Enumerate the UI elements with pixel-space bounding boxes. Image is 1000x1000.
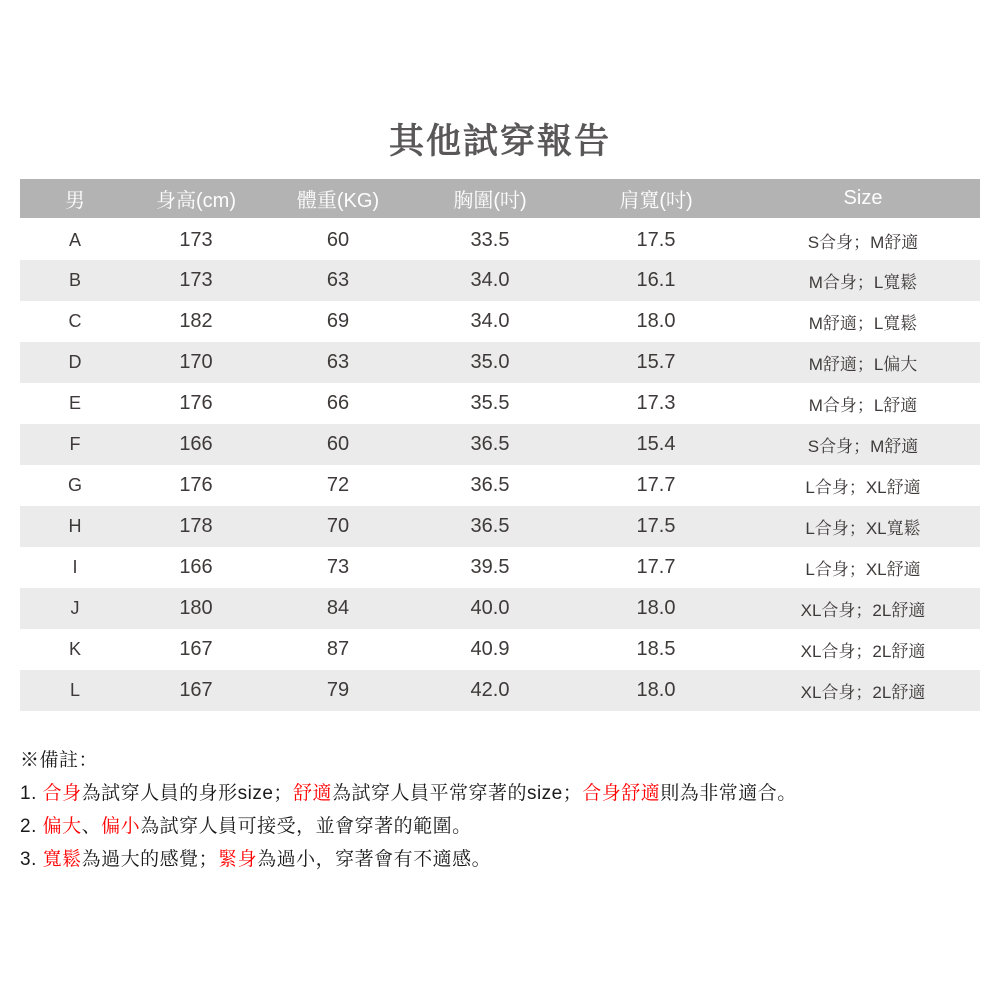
cell-weight: 63 xyxy=(326,351,350,373)
note-highlight: 合身舒適 xyxy=(582,783,661,804)
col-header-shoulder: 肩寬(吋) xyxy=(566,179,746,219)
table-row-c xyxy=(20,301,980,342)
cell-weight: 69 xyxy=(326,310,350,332)
col-header-size: Size xyxy=(746,179,980,219)
col-header-weight: 體重(KG) xyxy=(262,179,414,219)
table-row-f xyxy=(20,424,980,465)
note-text: 為過大的感覺； xyxy=(81,849,219,870)
cell-shoulder: 18.0 xyxy=(636,597,676,619)
table-row-g xyxy=(20,465,980,506)
cell-size: L合身；XL舒適 xyxy=(805,560,921,579)
note-highlight: 合身 xyxy=(42,783,82,804)
note-line-3 xyxy=(20,843,980,876)
cell-chest: 36.5 xyxy=(470,474,510,496)
cell-size: XL合身；2L舒適 xyxy=(800,642,926,661)
page-title: 其他試穿報告 xyxy=(388,122,611,161)
table-row-a xyxy=(20,219,980,260)
cell-chest: 33.5 xyxy=(470,228,510,251)
cell-size: S合身；M舒適 xyxy=(807,232,919,252)
cell-person: C xyxy=(68,311,82,331)
note-text: 3. xyxy=(20,849,43,870)
note-highlight: 偏小 xyxy=(101,816,141,837)
cell-height: 182 xyxy=(179,310,213,332)
cell-person: F xyxy=(69,434,81,454)
cell-height: 166 xyxy=(179,433,213,455)
table-row-i xyxy=(20,547,980,588)
cell-chest: 40.9 xyxy=(470,638,510,660)
cell-height: 170 xyxy=(179,351,213,373)
cell-height: 173 xyxy=(179,269,213,291)
cell-weight: 63 xyxy=(326,269,350,291)
cell-size: L合身；XL舒適 xyxy=(805,478,921,497)
cell-person: A xyxy=(68,229,81,250)
cell-weight: 87 xyxy=(326,638,350,660)
cell-shoulder: 18.5 xyxy=(636,638,676,660)
cell-person: G xyxy=(67,475,82,495)
table-row-k xyxy=(20,629,980,670)
cell-size: L合身；XL寬鬆 xyxy=(805,519,921,538)
notes-section xyxy=(20,744,980,876)
table-row-j xyxy=(20,588,980,629)
cell-chest: 40.0 xyxy=(470,597,510,619)
cell-shoulder: 16.1 xyxy=(636,269,676,291)
cell-person: K xyxy=(68,639,81,659)
cell-shoulder: 17.3 xyxy=(636,392,676,414)
note-highlight: 舒適 xyxy=(292,783,332,804)
cell-height: 167 xyxy=(179,679,213,701)
cell-height: 173 xyxy=(179,228,213,251)
cell-height: 180 xyxy=(179,597,213,619)
cell-person: B xyxy=(68,270,81,290)
cell-size: M舒適；L寬鬆 xyxy=(808,314,918,333)
cell-shoulder: 17.7 xyxy=(636,474,676,496)
cell-shoulder: 17.5 xyxy=(636,515,676,537)
cell-shoulder: 17.5 xyxy=(636,228,676,251)
cell-height: 178 xyxy=(179,515,213,537)
col-header-chest: 胸圍(吋) xyxy=(414,179,566,219)
cell-weight: 73 xyxy=(326,556,350,578)
cell-size: S合身；M舒適 xyxy=(807,437,919,456)
note-text: 2. xyxy=(20,816,43,837)
notes-heading: ※備註： xyxy=(20,750,99,771)
cell-chest: 36.5 xyxy=(470,433,510,455)
cell-chest: 36.5 xyxy=(470,515,510,537)
col-header-height: 身高(cm) xyxy=(130,179,262,219)
cell-size: M合身；L舒適 xyxy=(808,396,918,415)
cell-person: E xyxy=(68,393,81,413)
cell-weight: 84 xyxy=(326,597,350,619)
cell-person: I xyxy=(72,557,78,577)
table-header xyxy=(20,179,980,219)
table-header-row xyxy=(20,179,980,219)
table-row-e xyxy=(20,383,980,424)
note-text: 為試穿人員的身形size； xyxy=(81,783,293,804)
cell-shoulder: 17.7 xyxy=(636,556,676,578)
note-highlight: 緊身 xyxy=(218,849,258,870)
cell-height: 176 xyxy=(179,392,213,414)
table-body xyxy=(20,219,980,711)
cell-person: D xyxy=(68,352,82,372)
cell-weight: 79 xyxy=(326,679,350,701)
table-row-d xyxy=(20,342,980,383)
cell-size: M合身；L寬鬆 xyxy=(808,273,918,292)
cell-shoulder: 15.4 xyxy=(636,433,676,455)
cell-size: XL合身；2L舒適 xyxy=(800,683,926,702)
cell-shoulder: 18.0 xyxy=(636,679,676,701)
cell-person: L xyxy=(69,680,80,700)
note-highlight: 寬鬆 xyxy=(42,849,82,870)
cell-weight: 72 xyxy=(326,474,350,496)
cell-person: H xyxy=(68,516,82,536)
note-text: 1. xyxy=(20,783,43,804)
cell-chest: 35.0 xyxy=(470,351,510,373)
cell-height: 166 xyxy=(179,556,213,578)
cell-shoulder: 18.0 xyxy=(636,310,676,332)
cell-weight: 70 xyxy=(326,515,350,537)
table-row-b xyxy=(20,260,980,301)
cell-weight: 60 xyxy=(326,433,350,455)
note-highlight: 偏大 xyxy=(42,816,82,837)
cell-person: J xyxy=(70,598,80,618)
cell-chest: 42.0 xyxy=(470,679,510,701)
table-row-h xyxy=(20,506,980,547)
note-text: 為試穿人員可接受，並會穿著的範圍。 xyxy=(140,816,472,837)
cell-chest: 34.0 xyxy=(470,310,510,332)
cell-weight: 60 xyxy=(326,228,350,251)
col-header-gender: 男 xyxy=(20,179,130,219)
cell-weight: 66 xyxy=(326,392,350,414)
note-text: 則為非常適合。 xyxy=(660,783,797,804)
cell-height: 176 xyxy=(179,474,213,496)
cell-chest: 35.5 xyxy=(470,392,510,414)
cell-chest: 39.5 xyxy=(470,556,510,578)
note-text: 為試穿人員平常穿著的size； xyxy=(331,783,583,804)
cell-height: 167 xyxy=(179,638,213,660)
cell-size: M舒適；L偏大 xyxy=(808,355,918,374)
note-text: 為過小，穿著會有不適感。 xyxy=(257,849,492,870)
cell-chest: 34.0 xyxy=(470,269,510,291)
table-row-l xyxy=(20,670,980,711)
cell-size: XL合身；2L舒適 xyxy=(800,601,926,620)
note-line-2 xyxy=(20,810,980,843)
fitting-report-table xyxy=(20,179,980,711)
note-line-1 xyxy=(20,777,980,810)
note-text: 、 xyxy=(81,816,102,837)
cell-shoulder: 15.7 xyxy=(636,351,676,373)
